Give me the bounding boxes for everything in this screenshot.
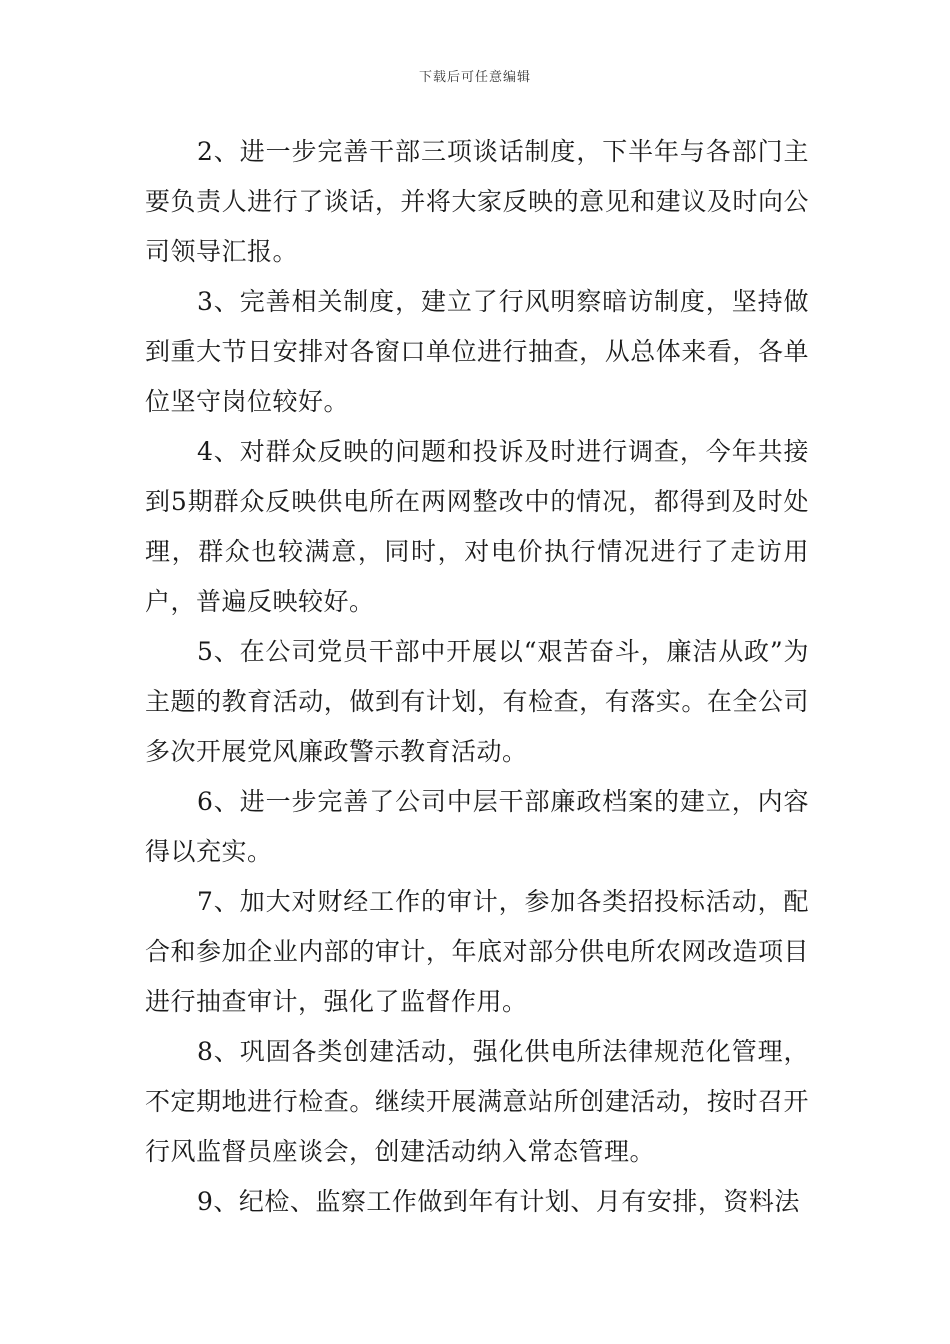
- document-body: [145, 127, 809, 1227]
- paragraph-item-6: 6、进一步完善了公司中层干部廉政档案的建立，内容得以充实。: [145, 787, 809, 866]
- paragraph-item-7: 7、加大对财经工作的审计，参加各类招投标活动，配合和参加企业内部的审计，年底对部分供电所农网改造项目进行抽查审计，强化了监督作用。: [145, 887, 809, 1016]
- paragraph-item-4: 4、对群众反映的问题和投诉及时进行调查，今年共接到5期群众反映供电所在两网整改中的情况，都得到及时处理，群众也较满意，同时，对电价执行情况进行了走访用户，普遍反映较好。: [145, 437, 809, 616]
- paragraph-item-8: 8、巩固各类创建活动，强化供电所法律规范化管理，不定期地进行检查。继续开展满意站所创建活动，按时召开行风监督员座谈会，创建活动纳入常态管理。: [145, 1037, 809, 1166]
- header-note: 下载后可任意编辑: [418, 70, 531, 85]
- paragraph-item-2: 2、进一步完善干部三项谈话制度，下半年与各部门主要负责人进行了谈话，并将大家反映的意见和建议及时向公司领导汇报。: [145, 137, 809, 266]
- paragraph-item-9: 9、纪检、监察工作做到年有计划、月有安排，资料法: [197, 1187, 800, 1216]
- paragraph-item-3: 3、完善相关制度，建立了行风明察暗访制度，坚持做到重大节日安排对各窗口单位进行抽查，从总体来看，各单位坚守岗位较好。: [145, 287, 809, 416]
- paragraph-item-5: 5、在公司党员干部中开展以“艰苦奋斗，廉洁从政”为主题的教育活动，做到有计划，有检查，有落实。在全公司多次开展党风廉政警示教育活动。: [145, 637, 809, 766]
